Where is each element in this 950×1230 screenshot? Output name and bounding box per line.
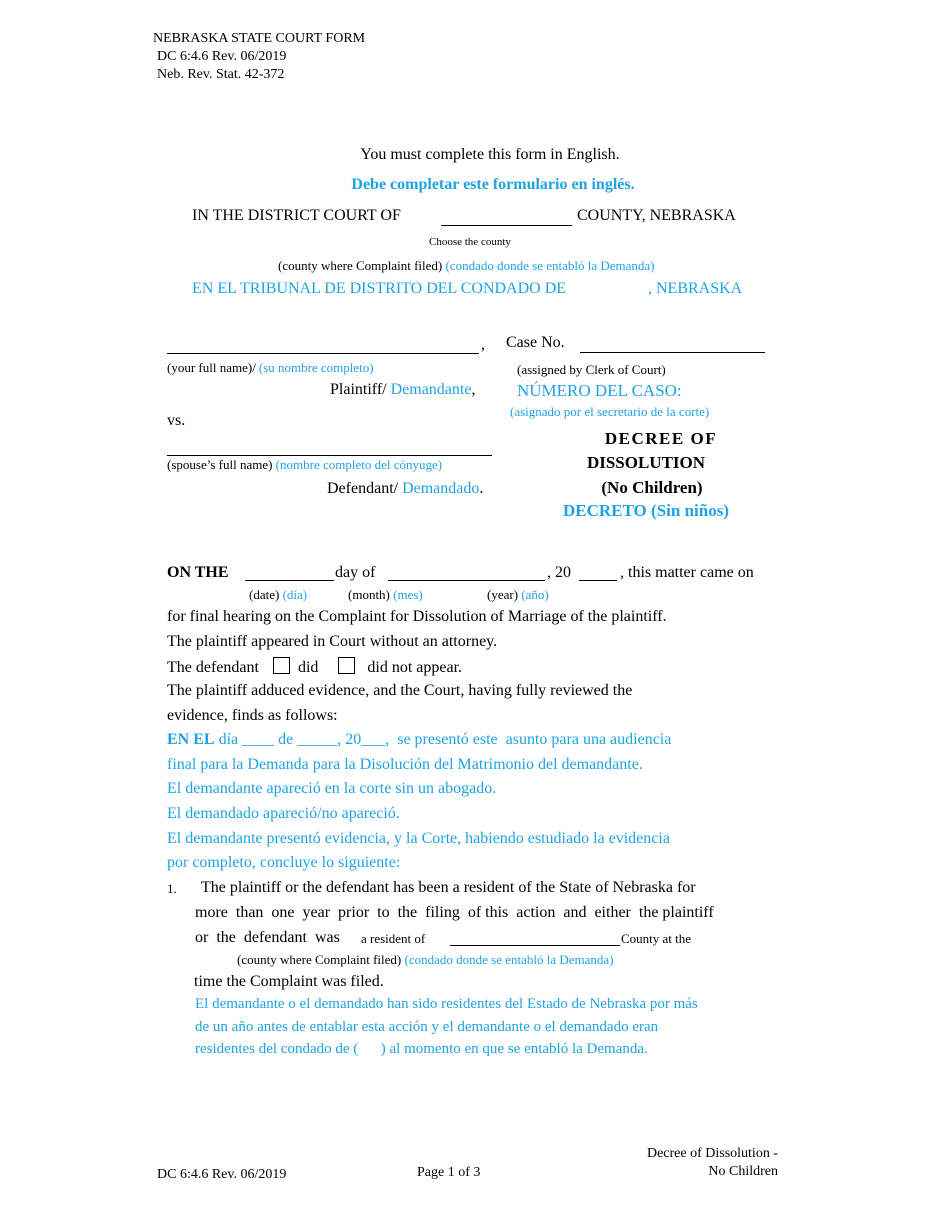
notice-english: You must complete this form in English.: [360, 146, 620, 163]
hearing-es-line3: El demandante apareció en la corte sin un abogado.: [167, 780, 497, 797]
title-line1: DECREE OF: [604, 429, 718, 448]
hearing-line6: evidence, finds as follows:: [167, 707, 338, 724]
defendant-appearance: The defendant did did not appear.: [167, 659, 463, 676]
hearing-line2: for final hearing on the Complaint for Dissolution of Marriage of the plaintiff.: [167, 608, 667, 625]
title-line2: DISSOLUTION: [586, 453, 706, 472]
year-prefix-label: , 20: [547, 564, 571, 581]
notice-spanish: Debe completar este formulario en inglés.: [351, 176, 635, 193]
item1-line1: The plaintiff or the defendant has been a resident of the State of Nebraska for: [201, 879, 696, 896]
court-suffix: COUNTY, NEBRASKA: [577, 207, 736, 224]
item1-number: 1.: [167, 881, 177, 896]
item1-es2: de un año antes de entablar esta acción y el demandante o el demandado eran: [195, 1019, 659, 1035]
item1-county-hint: (county where Complaint filed) (condado donde se entabló la Demanda): [237, 952, 614, 967]
hearing-year-field[interactable]: [579, 580, 617, 581]
plaintiff-comma: ,: [481, 336, 485, 353]
footer-form-number: DC 6:4.6 Rev. 06/2019: [157, 1167, 287, 1182]
form-header-title: NEBRASKA STATE COURT FORM: [153, 31, 366, 46]
case-no-spanish: NÚMERO DEL CASO:: [517, 381, 682, 400]
did-not-appear-checkbox[interactable]: [338, 657, 355, 674]
form-header-number: DC 6:4.6 Rev. 06/2019: [157, 49, 287, 64]
hearing-date-field[interactable]: [245, 580, 334, 581]
choose-county-hint: Choose the county: [429, 236, 511, 248]
item1-line2: more than one year prior to the filing of this action and either the plaintiff: [195, 904, 714, 921]
footer-title-line2: No Children: [708, 1164, 778, 1179]
county-field[interactable]: [441, 225, 572, 226]
footer-page-number: Page 1 of 3: [417, 1165, 481, 1180]
vs-label: vs.: [167, 412, 186, 429]
item1-es1: El demandante o el demandado han sido residentes del Estado de Nebraska por más: [195, 996, 698, 1012]
item1-line3a: or the defendant was: [195, 929, 340, 946]
matter-came-label: , this matter came on: [620, 564, 754, 581]
item1-line4: time the Complaint was filed.: [194, 973, 384, 990]
plaintiff-label: Plaintiff/ Demandante,: [330, 381, 476, 398]
day-of-label: day of: [335, 564, 376, 581]
hearing-line3: The plaintiff appeared in Court without an attorney.: [167, 633, 498, 650]
case-no-field[interactable]: [580, 352, 765, 353]
month-hint: (month) (mes): [348, 587, 423, 602]
title-spanish: DECRETO (Sin niños): [563, 501, 729, 520]
assigned-spanish-hint: (asignado por el secretario de la corte): [510, 404, 710, 419]
item1-line3c: County at the: [621, 931, 692, 946]
court-spanish-suffix: , NEBRASKA: [648, 280, 743, 297]
assigned-hint: (assigned by Clerk of Court): [517, 362, 666, 377]
hearing-es-line6: por completo, concluye lo siguiente:: [167, 854, 401, 871]
case-no-label: Case No.: [506, 334, 565, 351]
hearing-line5: The plaintiff adduced evidence, and the Court, having fully reviewed the: [167, 682, 633, 699]
hearing-es-line4: El demandado apareció/no apareció.: [167, 805, 400, 822]
spouse-name-hint: (spouse’s full name) (nombre completo del cónyuge): [167, 457, 443, 472]
footer-title-line1: Decree of Dissolution -: [646, 1146, 778, 1161]
your-name-hint: (your full name)/ (su nombre completo): [167, 360, 374, 375]
form-header-statute: Neb. Rev. Stat. 42-372: [157, 67, 285, 82]
on-the-label: ON THE: [167, 564, 229, 581]
item1-line3b: a resident of: [361, 931, 426, 946]
hearing-es-line5: El demandante presentó evidencia, y la Corte, habiendo estudiado la evidencia: [167, 830, 670, 847]
hearing-month-field[interactable]: [388, 580, 545, 581]
resident-county-field[interactable]: [450, 945, 620, 946]
item1-es3: residentes del condado de ( ) al momento en que se entabló la Demanda.: [195, 1041, 648, 1057]
hearing-es-line2: final para la Demanda para la Disolución del Matrimonio del demandante.: [167, 756, 643, 773]
year-hint: (year) (año): [487, 587, 549, 602]
court-prefix: IN THE DISTRICT COURT OF: [192, 207, 401, 224]
defendant-label: Defendant/ Demandado.: [327, 480, 484, 497]
hearing-es-line1: EN EL día ____ de _____, 20___, se presentó este asunto para una audiencia: [167, 731, 672, 748]
court-spanish-prefix: EN EL TRIBUNAL DE DISTRITO DEL CONDADO DE: [192, 280, 567, 297]
spouse-name-field[interactable]: [167, 455, 492, 456]
did-appear-checkbox[interactable]: [273, 657, 290, 674]
plaintiff-name-field[interactable]: [167, 353, 479, 354]
date-hint: (date) (día): [249, 587, 308, 602]
county-hint: (county where Complaint filed) (condado donde se entabló la Demanda): [278, 258, 655, 273]
title-line3: (No Children): [601, 478, 703, 497]
